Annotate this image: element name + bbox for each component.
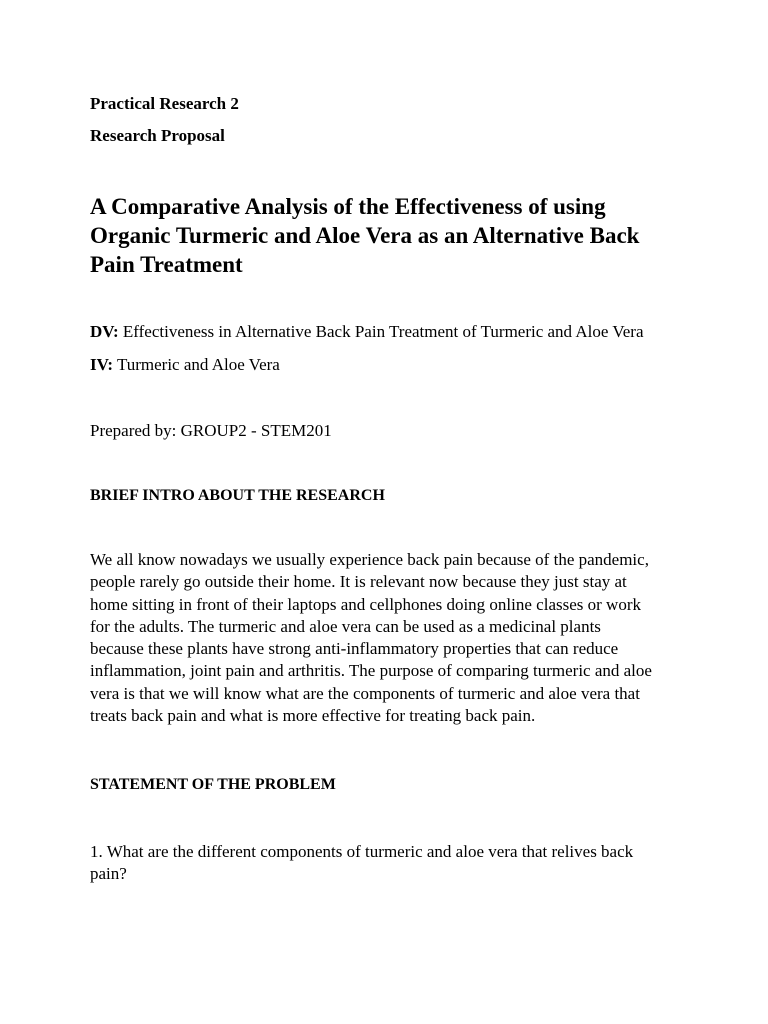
paragraph-line: home sitting in front of their laptops and cellphones doing online classes or work (90, 594, 641, 614)
paragraph-line: inflammation, joint pain and arthritis. The purpose of comparing turmeric and aloe (90, 661, 652, 681)
dv-value: Effectiveness in Alternative Back Pain Treatment of Turmeric and Aloe Vera (118, 322, 644, 341)
dv-label: DV: (90, 322, 119, 341)
independent-variable (90, 355, 280, 375)
document-type: Research Proposal (90, 126, 225, 145)
title-line: Organic Turmeric and Aloe Vera as an Alternative Back (90, 223, 640, 248)
paragraph-line: treats back pain and what is more effective for treating back pain. (90, 706, 536, 726)
paragraph-line: for the adults. The turmeric and aloe vera can be used as a medicinal plants (90, 616, 601, 636)
iv-label: IV: (90, 355, 113, 374)
intro-paragraph (90, 549, 690, 727)
question-line: 1. What are the different components of turmeric and aloe vera that relives back (90, 842, 634, 861)
paragraph-line: because these plants have strong anti-inflammatory properties that can reduce (90, 639, 619, 659)
problem-question (90, 841, 690, 886)
prepared-by: Prepared by: GROUP2 - STEM201 (90, 421, 332, 440)
paragraph-line: We all know nowadays we usually experience back pain because of the pandemic, (90, 550, 649, 569)
title-line: A Comparative Analysis of the Effectiveness of using (90, 194, 606, 219)
iv-value: Turmeric and Aloe Vera (113, 355, 280, 374)
intro-heading: BRIEF INTRO ABOUT THE RESEARCH (90, 487, 385, 504)
paragraph-line: people rarely go outside their home. It is relevant now because they just stay at (90, 572, 627, 592)
dependent-variable (90, 322, 644, 342)
document-title (90, 192, 650, 279)
paragraph-line: vera is that we will know what are the components of turmeric and aloe vera that (90, 683, 640, 703)
title-line: Pain Treatment (90, 252, 243, 277)
question-line: pain? (90, 864, 127, 884)
problem-heading: STATEMENT OF THE PROBLEM (90, 776, 336, 793)
course-name: Practical Research 2 (90, 94, 239, 113)
